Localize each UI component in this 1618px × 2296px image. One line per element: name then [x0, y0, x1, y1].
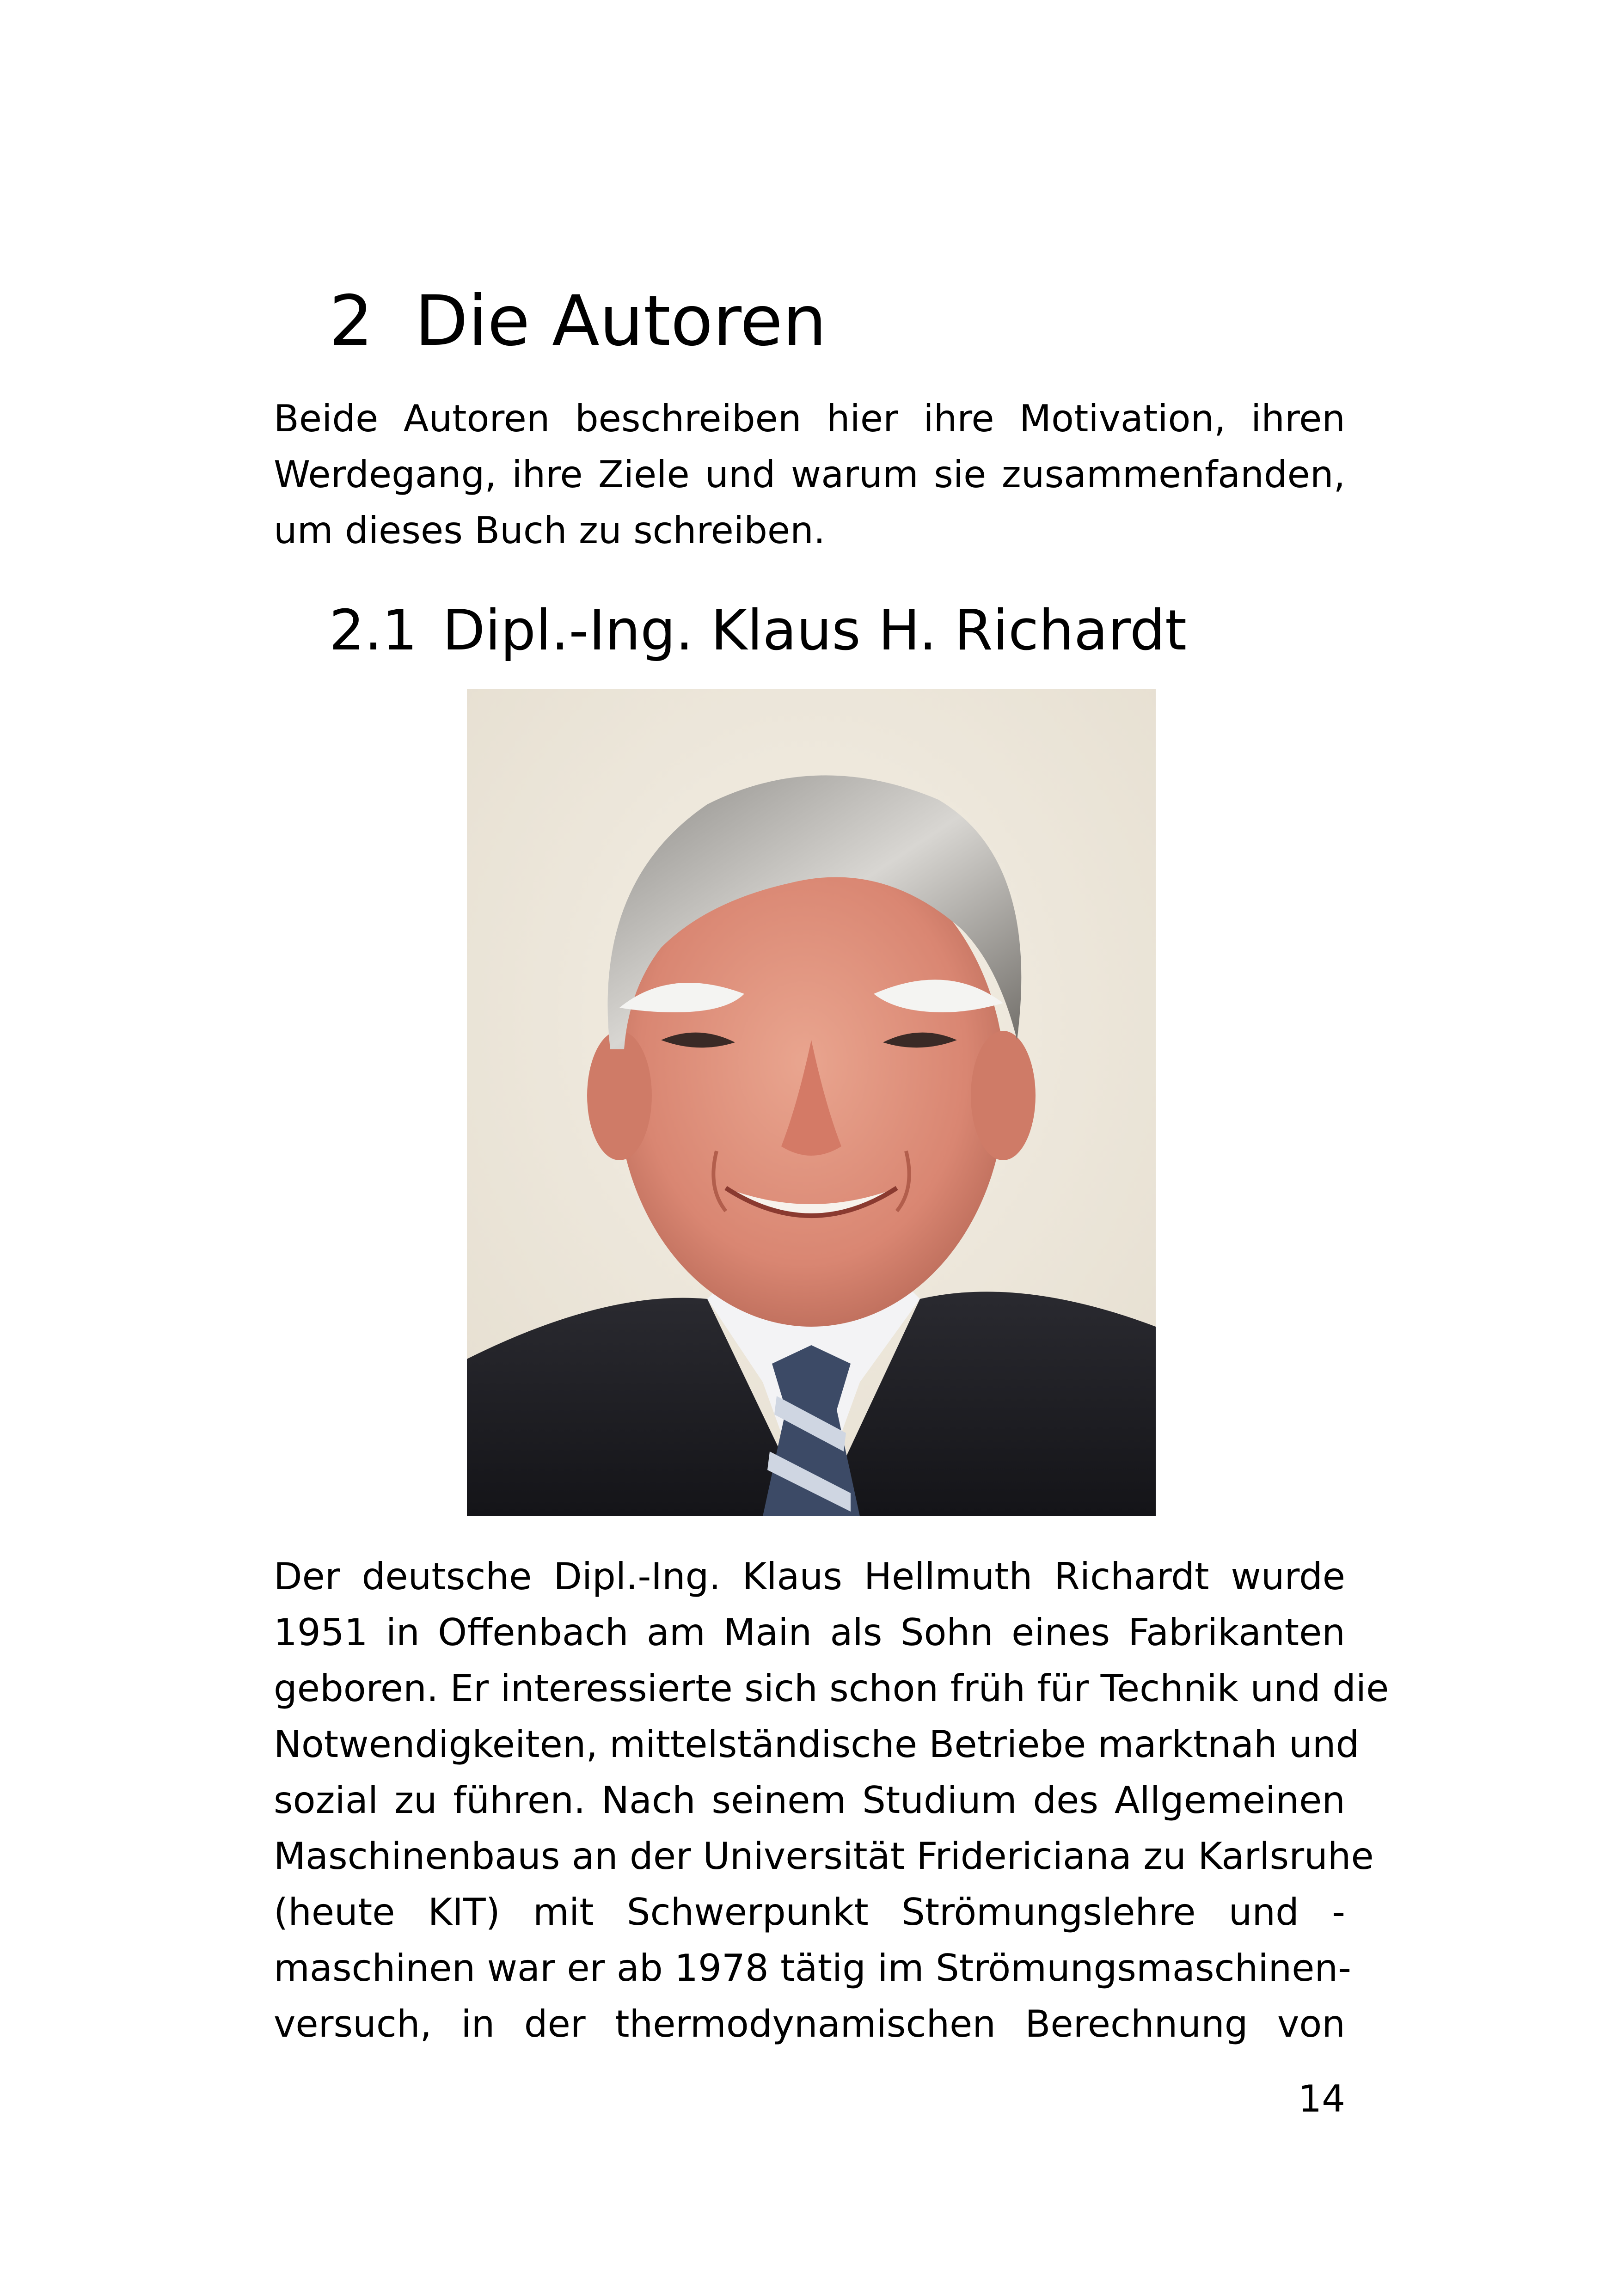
- bio-line: Notwendigkeiten, mittelständische Betriebe marktnah und: [274, 1723, 1360, 1766]
- bio-line: versuch, in der thermodynamischen Berechnung von: [274, 2002, 1345, 2045]
- intro-paragraph: [274, 391, 1345, 558]
- chapter-number: 2: [329, 281, 374, 361]
- biography-paragraph: [274, 1549, 1389, 2052]
- bio-line: 1951 in Offenbach am Main als Sohn eines Fabrikanten: [274, 1611, 1345, 1654]
- bio-line: Maschinenbaus an der Universität Fridericiana zu Karlsruhe: [274, 1835, 1374, 1878]
- bio-line: (heute KIT) mit Schwerpunkt Strömungslehre und -: [274, 1891, 1345, 1934]
- section-title: Dipl.-Ing. Klaus H. Richardt: [442, 599, 1187, 663]
- page-number: 14: [1298, 2077, 1345, 2120]
- intro-line: um dieses Buch zu schreiben.: [274, 509, 826, 552]
- portrait-illustration: [467, 689, 1156, 1516]
- bio-line: sozial zu führen. Nach seinem Studium des Allgemeinen: [274, 1779, 1345, 1822]
- bio-line: geboren. Er interessierte sich schon früh für Technik und die: [274, 1667, 1389, 1710]
- bio-line: Der deutsche Dipl.-Ing. Klaus Hellmuth Richardt wurde: [274, 1555, 1345, 1598]
- chapter-heading: [329, 277, 827, 365]
- section-number: 2.1: [329, 599, 417, 663]
- bio-line: maschinen war er ab 1978 tätig im Strömungsmaschinen-: [274, 1947, 1352, 1990]
- section-heading: [329, 594, 1187, 668]
- author-portrait-photo: [467, 689, 1156, 1516]
- chapter-title: Die Autoren: [415, 281, 827, 361]
- intro-line: Werdegang, ihre Ziele und warum sie zusammenfanden,: [274, 453, 1345, 496]
- intro-line: Beide Autoren beschreiben hier ihre Motivation, ihren: [274, 397, 1345, 440]
